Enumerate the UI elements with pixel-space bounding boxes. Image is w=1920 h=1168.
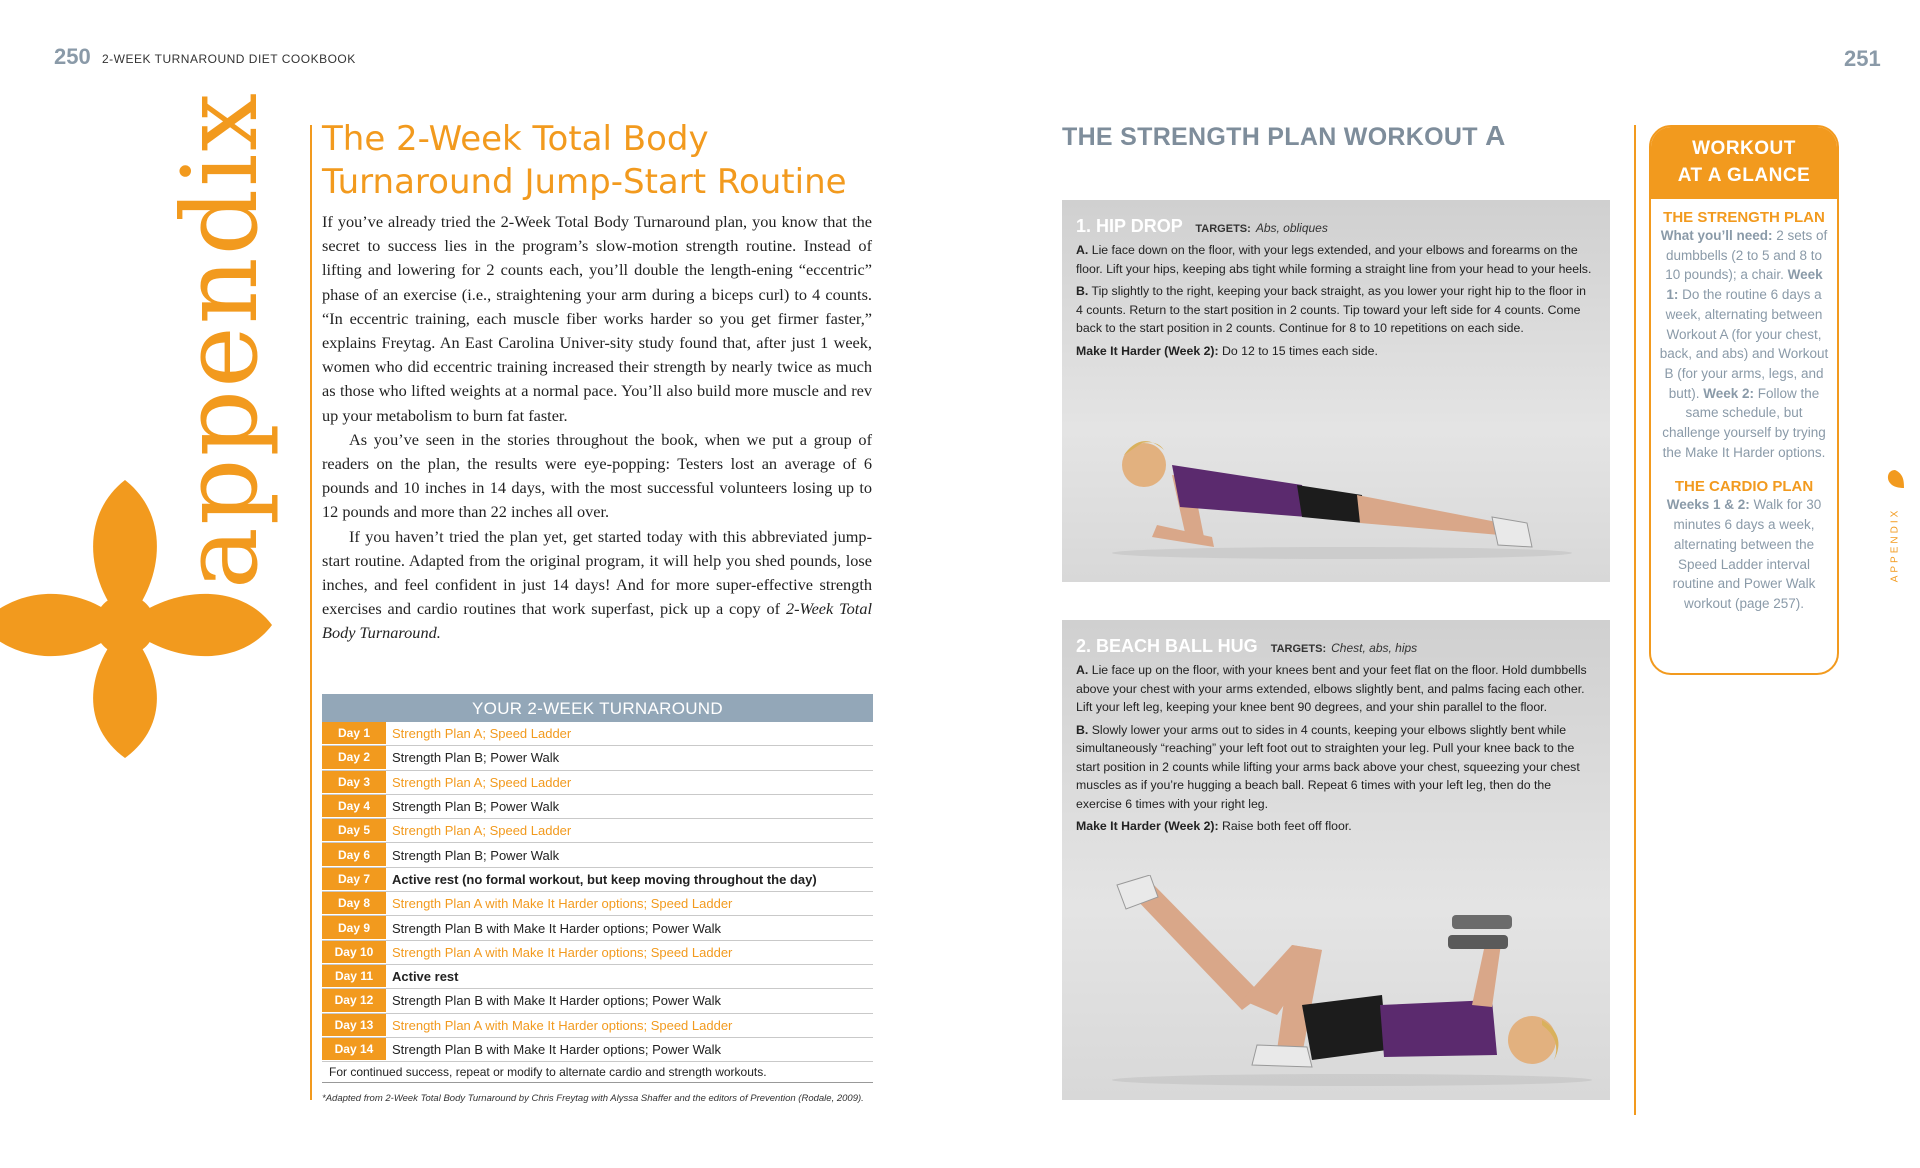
exercise-1-instructions <box>1076 241 1596 360</box>
exercise-2-targets: Chest, abs, hips <box>1331 641 1418 655</box>
paragraph-3 <box>322 525 872 646</box>
appendix-vertical-word <box>145 90 295 590</box>
day-cell: Day 14 <box>322 1038 386 1061</box>
workout-heading <box>1062 120 1506 152</box>
table-rows <box>322 722 873 1062</box>
weeks-text: Walk for 30 minutes 6 days a week, alternating between the Speed Ladder interval routine and Power Walk workout (page 257). <box>1672 497 1822 611</box>
week1-text: Do the routine 6 days a week, alternating between Workout A (for your chest, back, and abs) and Workout B (for your arms, legs, and butt). <box>1659 287 1829 401</box>
day-cell: Day 4 <box>322 795 386 818</box>
paragraph-1: If you’ve already tried the 2-Week Total Body Turnaround plan, you know that the secret to success lies in the program’s slow-motion strength routine. Instead of lifting and lowering for 2 counts each, you’ll double the length-ening “eccentric” phase of an exercise (i.e., straightening your arm during a biceps curl) to 4 counts. “In eccentric training, each muscle fiber works harder so you get firmer faster,” explains Freytag. An East Carolina Univer-sity study found that, after just 1 week, women who did eccentric training increased their strength by nearly twice as much as those who lifted weights at a normal pace. You’ll also build more muscle and rev up your metabolism to burn fat faster. <box>322 212 872 425</box>
table-row <box>322 868 873 892</box>
table-row <box>322 771 873 795</box>
exercise-2-name: 2. BEACH BALL HUG <box>1076 636 1258 656</box>
beach-ball-hug-figure <box>1092 875 1592 1095</box>
turnaround-table <box>322 694 873 1083</box>
exercise-1-panel <box>1062 200 1610 582</box>
day-cell: Day 11 <box>322 965 386 988</box>
table-footer: For continued success, repeat or modify to alternate cardio and strength workouts. <box>322 1062 873 1083</box>
exercise-1-targets: Abs, obliques <box>1255 221 1328 235</box>
left-page-number: 250 <box>54 44 91 69</box>
exercise-1-targets-label: TARGETS: <box>1195 223 1251 235</box>
plan-cell: Strength Plan B with Make It Harder options; Power Walk <box>392 920 721 936</box>
exercise-2-text <box>1076 636 1596 840</box>
day-cell: Day 12 <box>322 989 386 1012</box>
table-row <box>322 819 873 843</box>
ex1-step-a: Lie face down on the floor, with your legs extended, and your elbows and forearms on the floor. Lift your hips, keeping abs tight while forming a straight line from your head to your heels. <box>1076 243 1592 276</box>
exercise-2-targets-label: TARGETS: <box>1270 643 1327 655</box>
table-heading: YOUR 2-WEEK TURNAROUND <box>322 694 873 722</box>
week1-label: Week 1: <box>1666 267 1823 303</box>
day-cell: Day 2 <box>322 746 386 769</box>
side-appendix-tab <box>1885 495 1905 595</box>
ex1-step-a-label: A. <box>1076 243 1089 257</box>
weeks-label: Weeks 1 & 2: <box>1666 497 1750 513</box>
day-cell: Day 13 <box>322 1014 386 1037</box>
ex1-harder-label: Make It Harder (Week 2): <box>1076 343 1219 358</box>
table-row <box>322 941 873 965</box>
ex2-step-b-label: B. <box>1076 722 1089 737</box>
plan-cell: Strength Plan B; Power Walk <box>392 847 560 863</box>
title-line-2: Turnaround Jump-Start Routine <box>322 162 847 202</box>
plan-cell: Strength Plan A; Speed Ladder <box>392 726 572 742</box>
ex2-step-a: Lie face up on the floor, with your knees bent and your feet flat on the floor. Hold dumbbells above your chest with your arms extended, elbows slightly bent, and palms facing each other. Lift your left leg, keeping your knee bent 90 degrees, and your shin parallel to the floor. <box>1076 663 1587 714</box>
title-line-1: The 2-Week Total Body <box>322 119 709 159</box>
table-row <box>322 1014 873 1038</box>
workout-heading-text: THE STRENGTH PLAN WORKOUT <box>1062 123 1478 151</box>
table-row <box>322 1038 873 1062</box>
strength-plan-details <box>1659 226 1829 462</box>
day-cell: Day 7 <box>322 868 386 891</box>
ex2-step-b: Slowly lower your arms out to sides in 4 counts, keeping your elbows slightly bent while simultaneously “reaching” your left foot out to straighten your leg. Pull your knee back to the start position in 2 counts while lifting your arms back above your chest, squeezing your chest muscles as if you’re hugging a beach ball. Repeat 6 times with your left leg, then do the exercise 6 times with your right leg. <box>1076 722 1580 811</box>
page-title <box>322 118 882 204</box>
exercise-1-title <box>1076 216 1596 237</box>
right-vertical-rule <box>1634 125 1636 1115</box>
right-page-number: 251 <box>1844 46 1881 71</box>
ex1-step-b: Tip slightly to the right, keeping your back straight, as you lower your right hip to the floor in 4 counts. Return to the start position in 2 counts. Tip toward your left side for 4 counts. Come back to the start position in 2 counts. Continue for 8 to 10 repetitions on each side. <box>1076 284 1586 335</box>
week2-label: Week 2: <box>1703 385 1754 401</box>
plan-cell: Strength Plan B; Power Walk <box>392 750 560 766</box>
ex2-step-a-label: A. <box>1076 663 1089 677</box>
need-label: What you’ll need: <box>1660 228 1773 243</box>
exercise-1-name: 1. HIP DROP <box>1076 216 1183 236</box>
hip-drop-figure <box>1102 405 1582 575</box>
appendix-word-text: appendix <box>159 90 281 590</box>
plan-cell: Strength Plan B; Power Walk <box>392 799 560 815</box>
table-row <box>322 965 873 989</box>
week2-text: Follow the same schedule, but challenge yourself by trying the Make It Harder options. <box>1662 385 1826 460</box>
day-cell: Day 8 <box>322 892 386 915</box>
exercise-1-text <box>1076 216 1596 364</box>
glance-body <box>1651 199 1837 614</box>
table-row <box>322 916 873 940</box>
day-cell: Day 9 <box>322 916 386 939</box>
paragraph-3-text: If you haven’t tried the plan yet, get started today with this abbreviated jump-start routine. Adapted from the original program, it will help you shed pounds, lose inches, and feel confident in just 14 days! And for more super-effective strength exercises and cardio routines that work superfast, pick up a copy of <box>322 526 872 619</box>
plan-cell: Active rest <box>392 969 459 985</box>
running-head: 2-WEEK TURNAROUND DIET COOKBOOK <box>102 52 356 66</box>
plan-cell: Strength Plan A with Make It Harder options; Speed Ladder <box>392 944 733 960</box>
paragraph-2: As you’ve seen in the stories throughout the book, when we put a group of readers on the plan, the results were eye-popping: Testers lost an average of 6 pounds and 10 inches in 14 days, with the most successful volunteers losing up to 12 pounds and more than 22 inches all over. <box>322 429 872 522</box>
plan-cell: Active rest (no formal workout, but keep moving throughout the day) <box>392 871 817 887</box>
table-row <box>322 746 873 770</box>
day-cell: Day 1 <box>322 722 386 745</box>
workout-heading-letter: A <box>1485 120 1506 151</box>
paragraph-3-book-title: 2-Week Total Body Turnaround. <box>322 599 872 643</box>
exercise-2-instructions <box>1076 661 1596 836</box>
day-cell: Day 10 <box>322 941 386 964</box>
cardio-plan-heading: THE CARDIO PLAN <box>1674 478 1814 496</box>
strength-plan-heading: THE STRENGTH PLAN <box>1663 209 1825 226</box>
ex2-harder: Raise both feet off floor. <box>1222 819 1352 833</box>
need-text: 2 sets of dumbbells (2 to 5 and 8 to 10 pounds); a chair. <box>1665 228 1828 283</box>
day-cell: Day 3 <box>322 771 386 794</box>
source-note: *Adapted from 2-Week Total Body Turnaround by Chris Freytag with Alyssa Shaffer and the editors of Prevention (Rodale, 2009). <box>322 1093 864 1104</box>
plan-cell: Strength Plan A with Make It Harder options; Speed Ladder <box>392 1017 733 1033</box>
table-row <box>322 843 873 867</box>
petal-tab-icon <box>1884 468 1906 490</box>
plan-cell: Strength Plan A; Speed Ladder <box>392 774 572 790</box>
glance-title-2: AT A GLANCE <box>1677 165 1811 186</box>
day-cell: Day 6 <box>322 843 386 866</box>
table-row <box>322 989 873 1013</box>
cardio-plan-details <box>1659 495 1829 613</box>
ex2-harder-label: Make It Harder (Week 2): <box>1076 819 1219 833</box>
side-appendix-text: APPENDIX <box>1889 507 1901 583</box>
glance-heading <box>1651 127 1837 199</box>
exercise-2-title <box>1076 636 1596 657</box>
plan-cell: Strength Plan B with Make It Harder options; Power Walk <box>392 993 721 1009</box>
glance-title-1: WORKOUT <box>1692 138 1796 159</box>
body-copy <box>322 210 872 646</box>
ex1-step-b-label: B. <box>1076 284 1089 298</box>
plan-cell: Strength Plan B with Make It Harder options; Power Walk <box>392 1042 721 1057</box>
workout-at-a-glance <box>1649 125 1839 675</box>
left-vertical-rule <box>310 125 312 1100</box>
day-cell: Day 5 <box>322 819 386 842</box>
ex1-harder: Do 12 to 15 times each side. <box>1222 343 1378 358</box>
table-row <box>322 722 873 746</box>
exercise-2-panel <box>1062 620 1610 1100</box>
plan-cell: Strength Plan A with Make It Harder options; Speed Ladder <box>392 896 733 912</box>
table-row <box>322 795 873 819</box>
plan-cell: Strength Plan A; Speed Ladder <box>392 823 572 839</box>
table-row <box>322 892 873 916</box>
